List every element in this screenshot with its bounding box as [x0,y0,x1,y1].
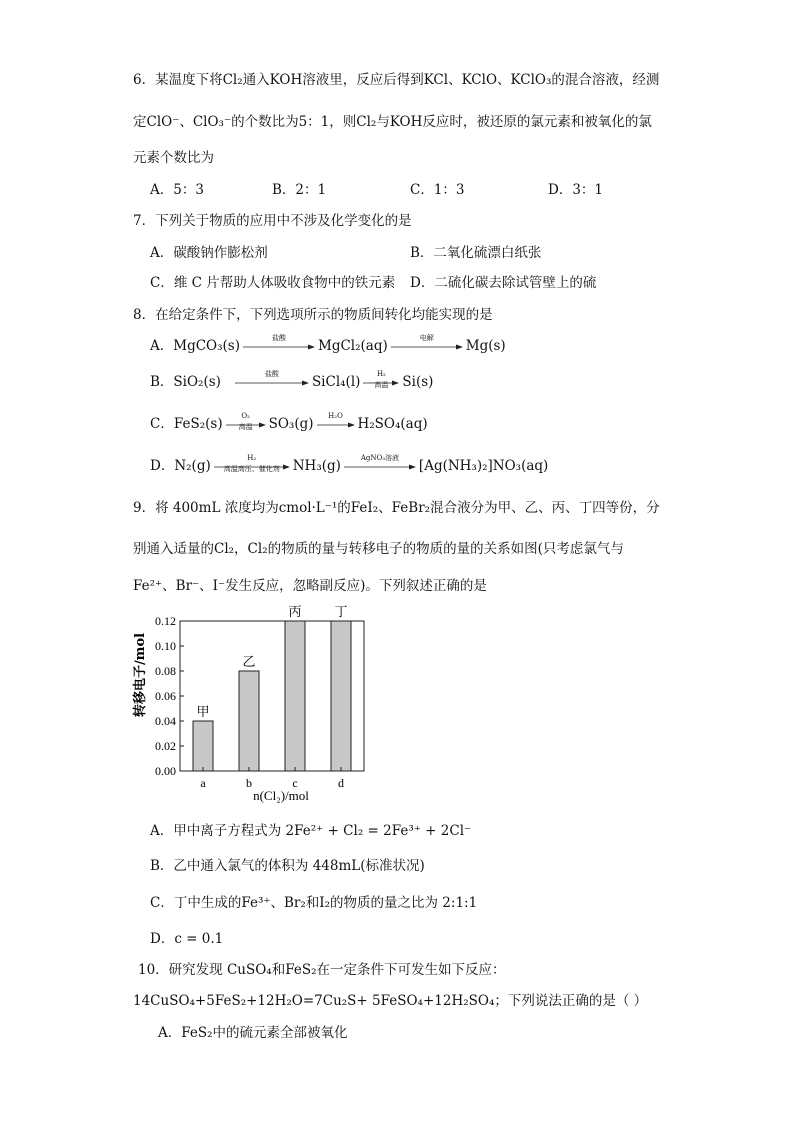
q6-option-a: A．5：3 [150,182,204,198]
x-tick-label: d [338,776,344,790]
q8-stem: 8．在给定条件下，下列选项所示的物质间转化均能实现的是 [133,307,493,323]
bar-c [285,621,305,771]
q6-line-2: 定ClO⁻、ClO₃⁻的个数比为5：1，则Cl₂与KOH反应时，被还原的氯元素和被氧化的氯 [133,114,652,130]
q8-d-label: D． [150,458,175,474]
bar-label: 丙 [288,605,302,620]
bar-label: 丁 [334,605,348,620]
q8-option-a [150,333,506,354]
q10-option-a: A．FeS₂中的硫元素全部被氧化 [158,1025,348,1041]
q6-option-d: D．3：1 [548,182,604,198]
electron-transfer-bar-chart [128,600,388,805]
bar-label: 甲 [196,705,210,720]
q6-line-1: 6．某温度下将Cl₂通入KOH溶液里，反应后得到KCl、KClO、KClO₃的混合溶液，经测 [133,72,660,88]
q8-option-d [150,453,549,474]
q10-stem: 10．研究发现 CuSO₄和FeS₂在一定条件下可发生如下反应： [138,962,506,978]
q7-option-d: D．二硫化碳去除试管壁上的硫 [410,275,597,291]
q8-c-label: C． [150,416,174,432]
q8-a-arrow-1 [243,333,315,350]
q9-line-1: 9．将 400mL 浓度均为cmol·L⁻¹的FeI₂、FeBr₂混合液分为甲、乙、丙、丁四等份，分 [133,500,660,516]
q8-a-label: A． [150,338,174,354]
q8-a-condition-2: 电解 [419,333,434,342]
q8-a-substance-1: MgCO₃(s) [173,338,240,354]
q8-d-condition-1: H₂ [247,453,257,462]
q9-option-d: D．c = 0.1 [150,931,224,947]
bar-d [331,621,351,771]
bar-b [239,671,259,771]
q8-b-condition-1: 盐酸 [264,369,279,378]
q9-option-c: C．丁中生成的Fe³⁺、Br₂和I₂的物质的量之比为 2:1:1 [150,895,478,911]
q8-c-substance-1: FeS₂(s) [173,416,223,432]
q8-c-condition-1: O₂ [241,411,250,420]
q8-a-substance-3: Mg(s) [465,338,506,354]
q8-d-substance-2: NH₃(g) [292,458,341,474]
q8-d-substance-3: [Ag(NH₃)₂]NO₃(aq) [418,458,549,474]
y-tick-label: 0.12 [155,614,176,628]
q8-a-substance-2: MgCl₂(aq) [318,338,388,354]
q9-line-2: 别通入适量的Cl₂，Cl₂的物质的量与转移电子的物质的量的关系如图(只考虑氯气与 [133,541,624,557]
q8-c-substance-2: SO₃(g) [268,416,314,432]
q8-d-condition-2: AgNO₃溶液 [360,453,400,462]
q9-option-b: B．乙中通入氯气的体积为 448mL(标准状况) [150,858,425,874]
q8-a-condition-1: 盐酸 [272,333,286,342]
q8-c-arrow-1 [226,411,266,431]
x-tick-label: b [246,776,252,790]
q7-option-a: A．碳酸钠作膨松剂 [150,245,268,261]
q8-option-c [150,411,428,432]
q8-b-condition-2: H₂ [376,369,386,378]
chart-y-axis-label: 转移电子/mol [133,632,148,718]
q8-d-condition-1b: 高温高压、催化剂 [223,464,280,473]
q8-b-condition-2b: 高温 [374,380,389,389]
q8-c-condition-1b: 高温 [238,422,253,431]
q8-c-condition-2: H₂O [328,411,343,420]
q7-option-c: C．维 C 片帮助人体吸收食物中的铁元素 [150,275,396,291]
q7-option-b: B．二氧化硫漂白纸张 [410,245,542,261]
q8-b-substance-3: Si(s) [402,374,434,390]
q6-option-c: C．1：3 [410,182,465,198]
q8-d-arrow-1 [214,453,290,473]
q8-c-substance-3: H₂SO₄(aq) [357,416,428,432]
bar-a [193,721,213,771]
q6-option-b: B．2：1 [272,182,327,198]
q8-b-arrow-2 [363,369,399,389]
q8-d-substance-1: N₂(g) [174,458,211,474]
chart-bars [193,605,351,771]
q6-line-3: 元素个数比为 [133,150,214,166]
chart-x-axis-label: n(Cl₂)/mol [253,788,309,803]
q8-c-arrow-2 [317,411,355,428]
x-tick-label: a [200,776,206,790]
q8-b-label: B． [150,374,174,390]
q8-b-substance-2: SiCl₄(l) [311,374,361,390]
q7-stem: 7．下列关于物质的应用中不涉及化学变化的是 [133,213,412,229]
q8-b-arrow-1 [235,369,309,386]
q8-a-arrow-2 [391,333,463,350]
q8-option-b [150,369,434,390]
y-tick-label: 0.08 [155,664,176,678]
q10-equation: 14CuSO₄+5FeS₂+12H₂O=7Cu₂S+ 5FeSO₄+12H₂SO₄；下列说法正确的是（ ） [133,993,648,1009]
bar-label: 乙 [242,655,256,670]
x-tick-label: c [292,776,298,790]
q9-option-a: A．甲中离子方程式为 2Fe²⁺ + Cl₂ = 2Fe³⁺ + 2Cl⁻ [150,823,472,839]
y-tick-label: 0.00 [155,764,176,778]
y-tick-label: 0.04 [155,714,176,728]
y-tick-label: 0.06 [155,689,176,703]
y-tick-label: 0.02 [155,739,176,753]
q8-b-substance-1: SiO₂(s) [173,374,221,390]
y-tick-label: 0.10 [155,639,176,653]
q9-line-3: Fe²⁺、Br⁻、I⁻发生反应，忽略副反应)。下列叙述正确的是 [133,578,487,594]
q8-d-arrow-2 [344,453,416,470]
